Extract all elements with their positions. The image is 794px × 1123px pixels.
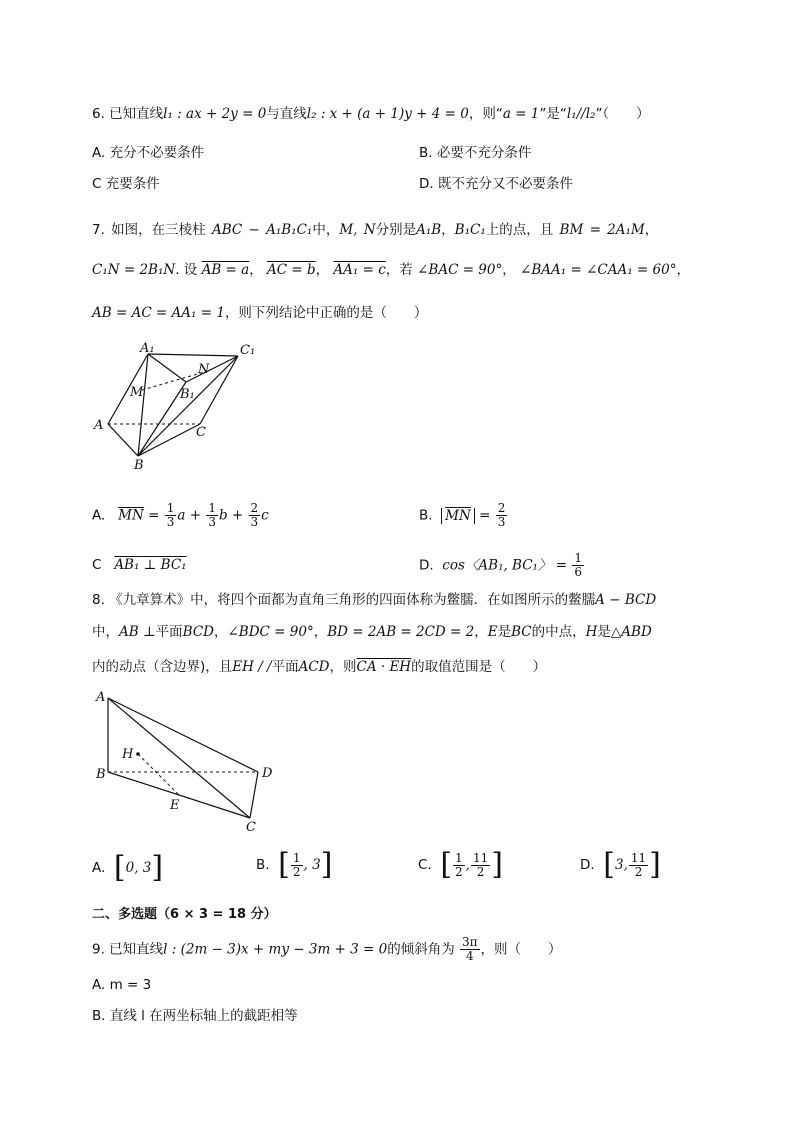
bracket: ]	[151, 850, 164, 885]
q7-option-c-label: C	[92, 557, 102, 573]
q9-text: 的倾斜角为	[387, 941, 455, 958]
q7-magnitude-mn: $\overline{MN}$	[441, 508, 475, 524]
q6-option-d[interactable]: D. 既不充分又不必要条件	[419, 176, 573, 192]
q7-label-c: C	[196, 425, 206, 440]
q7-frac: $\frac{2}{3}$	[250, 501, 259, 529]
q8-point-h: H	[585, 624, 598, 640]
q9-stem	[92, 936, 562, 963]
q7-text: ，	[249, 262, 263, 278]
q6-line-l2: l₂ : x + (a + 1)y + 4 = 0	[306, 106, 469, 122]
q8-plane-acd: ACD	[298, 659, 330, 675]
q9-text: ，则（ ）	[480, 941, 562, 958]
q7-text: 上的点，且	[485, 222, 554, 238]
bracket: [	[603, 847, 615, 882]
q7-vector-mn: $\overline{MN}$	[118, 507, 144, 524]
q7-text: ，则下列结论中正确的是（ ）	[224, 305, 428, 321]
q7-label-n: N	[198, 362, 210, 377]
q7-prism: ABC − A₁B₁C₁	[211, 222, 313, 238]
q7-text: ，	[441, 222, 455, 238]
comma: ,	[465, 857, 470, 873]
q7-option-a-label: A.	[92, 507, 106, 524]
q8-text: ，	[313, 624, 328, 640]
q8-option-b[interactable]	[256, 847, 333, 882]
q8-text: ，则	[329, 659, 357, 675]
q7-label-c1: C₁	[240, 343, 256, 358]
q9-text: 9. 已知直线	[92, 941, 164, 958]
q8-tetrahedron-figure	[90, 686, 290, 836]
q8-text: ，	[214, 624, 228, 640]
q7-text: 分别是	[375, 222, 417, 238]
q8-text: 内的动点（含边界)，且	[92, 659, 233, 675]
section-heading: 二、多选题（6 × 3 = 18 分）	[92, 907, 277, 922]
q9-option-a[interactable]: A. m = 3	[92, 977, 152, 993]
q8-option-a-label: A.	[92, 860, 106, 876]
q7-option-d[interactable]	[419, 552, 585, 579]
q7-label-b1: B₁	[180, 387, 195, 402]
q6-option-b[interactable]: B. 必要不充分条件	[419, 145, 532, 161]
q6-line-l1: l₁ : ax + 2y = 0	[163, 106, 267, 122]
q8-text: 的中点，	[531, 624, 586, 640]
q7-term: b +	[218, 507, 244, 524]
bracket: ]	[491, 847, 503, 882]
q7-frac: $\frac{1}{3}$	[166, 501, 175, 529]
q6-conclusion: l₁//l₂	[566, 106, 596, 122]
q8-text: 平面	[155, 624, 183, 640]
q7-equals: =	[479, 507, 491, 524]
q8-stem-line2	[92, 622, 652, 642]
q7-frac: $\frac{2}{3}$	[497, 501, 506, 529]
q6-text: ”是“	[539, 106, 567, 122]
q7-label-a1: A₁	[140, 341, 155, 356]
q6-option-c[interactable]: C 充要条件	[92, 176, 160, 192]
q6-text: ”（ ）	[595, 106, 650, 122]
q8-point-h-marker	[136, 752, 140, 756]
q7-segment-b1c1: B₁C₁	[454, 222, 486, 238]
q7-option-a[interactable]	[92, 502, 269, 529]
q7-text: 中，	[312, 222, 340, 238]
bracket: ]	[649, 847, 661, 882]
q8-label-e: E	[170, 798, 180, 813]
bracket: [	[440, 847, 453, 882]
q7-angle-baa1: ∠BAA₁ = ∠CAA₁ = 60°	[520, 262, 677, 278]
q8-frac: $\frac{1}{2}$	[292, 850, 301, 879]
bracket: ]	[320, 847, 333, 882]
q7-label-b: B	[134, 458, 144, 473]
q7-frac: $\frac{1}{3}$	[208, 501, 216, 529]
q8-frac: $\frac{11}{2}$	[630, 850, 647, 879]
q9-option-b[interactable]: B. 直线 l 在两坐标轴上的截距相等	[92, 1008, 298, 1024]
q8-stem-line3	[92, 657, 546, 677]
q8-point-e: E	[487, 624, 498, 640]
q7-perpendicular: AB₁ ⊥ BC₁	[114, 557, 187, 573]
q8-interval: 3,	[615, 857, 628, 873]
q7-option-b-label: B.	[419, 507, 433, 524]
q7-label-m: M	[130, 385, 144, 400]
bracket: [	[113, 850, 126, 885]
q8-dot-product: CA · EH	[356, 659, 412, 675]
q8-text: 8. 《九章算术》中，将四个面都为直角三角形的四面体称为鳖臑．在如图所示的鳖臑	[92, 592, 596, 608]
q8-option-c[interactable]	[418, 847, 503, 882]
q8-option-d[interactable]	[580, 847, 661, 882]
q6-text: ，则“	[468, 106, 503, 122]
q8-option-b-label: B.	[256, 857, 270, 873]
q8-interval: , 3	[303, 857, 321, 873]
q8-lengths: BD = 2AB = 2CD = 2	[327, 624, 475, 640]
q7-vector-aa1: AA₁ = c	[333, 262, 386, 278]
q8-text: 是	[497, 624, 512, 640]
q8-frac: $\frac{11}{2}$	[472, 850, 489, 879]
q8-option-a[interactable]	[92, 850, 164, 885]
q8-option-d-label: D.	[580, 857, 595, 873]
q7-text: 7. 如图，在三棱柱	[92, 222, 206, 238]
q8-label-h: H	[122, 747, 134, 762]
q8-segment-bc: BC	[511, 624, 532, 640]
q7-condition-c1n: C₁N = 2B₁N	[92, 262, 176, 278]
q8-label-c: C	[246, 820, 256, 835]
q7-points-mn: M, N	[339, 222, 376, 238]
q8-perp: AB ⊥	[119, 624, 156, 640]
q7-option-d-label: D.	[419, 557, 434, 574]
q8-text: ，	[474, 624, 488, 640]
q7-stem-line3	[92, 303, 427, 323]
q7-segment-a1b: A₁B	[416, 222, 442, 238]
q8-frac: $\frac{1}{2}$	[455, 850, 463, 879]
q8-parallel: EH / /	[232, 659, 272, 675]
q7-equals: =	[148, 507, 160, 524]
q8-triangle-abd: △ABD	[610, 624, 652, 640]
q7-vector-ac: AC = b	[267, 262, 316, 278]
q9-frac: $\frac{3\pi}{4}$	[462, 935, 478, 963]
q7-stem-line2	[92, 260, 690, 280]
q7-option-c[interactable]	[92, 555, 187, 575]
q6-condition: a = 1	[502, 106, 540, 122]
q8-text: 是	[597, 624, 611, 640]
q8-plane-bcd: BCD	[182, 624, 214, 640]
q7-prism-figure	[90, 338, 270, 476]
q8-label-a: A	[96, 690, 106, 705]
q8-text: 中，	[92, 624, 119, 640]
q7-text: ，	[644, 222, 659, 238]
q7-frac: $\frac{1}{6}$	[574, 551, 583, 579]
q7-vector-ab: AB = a	[201, 262, 250, 278]
q8-tetrahedron: A − BCD	[595, 592, 657, 608]
q7-cosine: cos〈AB₁, BC₁〉 =	[442, 557, 568, 574]
q8-text: 平面	[271, 659, 299, 675]
q6-stem	[92, 104, 650, 124]
q7-angle-bac: ∠BAC = 90°	[417, 262, 503, 278]
q7-option-b[interactable]	[419, 502, 508, 529]
bracket: [	[278, 847, 290, 882]
q7-text: ，若	[385, 262, 413, 278]
q7-text: . 设	[175, 262, 198, 278]
q7-text: ，	[676, 262, 690, 278]
q8-label-b: B	[96, 767, 106, 782]
q7-condition-bm: BM = 2A₁M	[559, 222, 645, 238]
q7-lengths: AB = AC = AA₁ = 1	[92, 305, 225, 321]
q8-interval: 0, 3	[125, 860, 152, 876]
q8-stem-line1	[92, 590, 656, 610]
q7-stem-line1	[92, 220, 658, 240]
q8-angle: ∠BDC = 90°	[227, 624, 314, 640]
q7-label-a: A	[94, 418, 104, 433]
q8-label-d: D	[262, 766, 273, 781]
q6-option-a[interactable]: A. 充分不必要条件	[92, 145, 205, 161]
q7-term: c	[261, 507, 269, 524]
q8-option-c-label: C.	[418, 857, 432, 873]
q7-text: ，	[502, 262, 516, 278]
q6-text: 6. 已知直线	[92, 106, 164, 122]
q7-term: a +	[177, 507, 202, 524]
q6-text: 与直线	[266, 106, 307, 122]
q7-text: ，	[315, 262, 330, 278]
q8-text: 的取值范围是（ ）	[411, 659, 547, 675]
q9-line-eq: l : (2m − 3)x + my − 3m + 3 = 0	[163, 941, 388, 958]
